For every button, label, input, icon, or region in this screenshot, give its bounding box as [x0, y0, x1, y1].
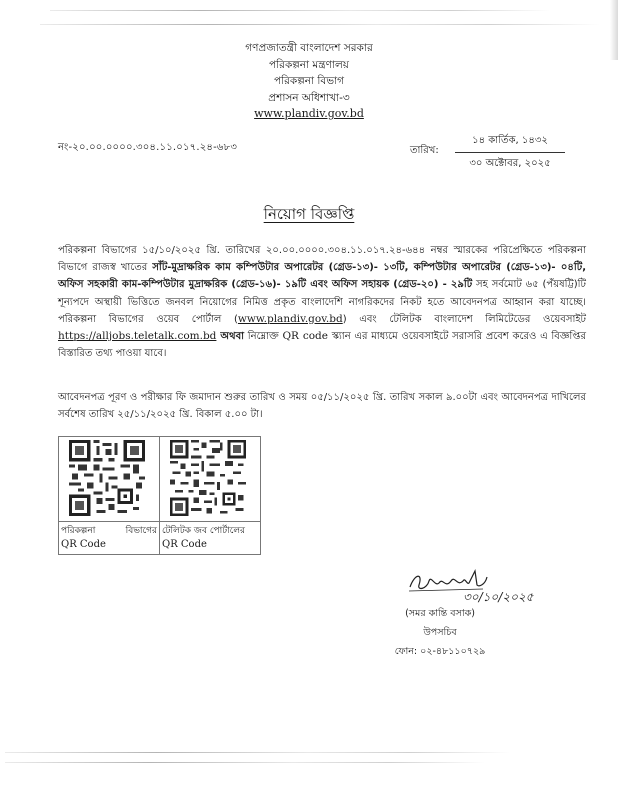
notice-title: নিয়োগ বিজ্ঞপ্তি	[263, 205, 355, 223]
branch-name: প্রশাসন অধিশাখা-৩	[268, 91, 350, 104]
memo-number: নং-২০.০০.০০০০.৩০৪.১১.০১৭.২৪-৬৮৩	[58, 142, 238, 153]
signatory-phone: ফোন: ০২-৪৮১১০৭২৯	[394, 646, 486, 657]
date-bangla: ১৪ কার্তিক, ১৪৩২	[455, 133, 565, 153]
notice-paragraph-1	[58, 242, 586, 362]
qr-code-table	[58, 436, 261, 555]
qr-caption-teletalk	[160, 522, 261, 555]
signed-date: ৩০/১০/২০২৫	[463, 590, 534, 604]
teletalk-link[interactable]: https://alljobs.teletalk.com.bd	[58, 330, 217, 343]
scan-artifact-bottom	[5, 752, 510, 753]
caption-text: টেলিটক জব পোর্টালের	[162, 526, 245, 536]
government-name: গণপ্রজাতন্ত্রী বাংলাদেশ সরকার	[245, 42, 373, 54]
positions-list: সাঁট-মুদ্রাক্ষরিক কাম কম্পিউটার অপারেটর (গ্রেড-১৩)- ১৩টি, কম্পিউটার অপারেটর (গ্রেড-১৩)- ০৪টি, অফিস সহকারী কাম-কম্পিউটার মুদ্রাক্ষরিক (গ্রেড-১৬)- ১৯টি এবং অফিস সহায়ক (গ্রেড-২০) - ২৯টি	[58, 262, 586, 291]
qr-code-icon	[67, 440, 147, 516]
date-label: তারিখ:	[410, 145, 439, 156]
scan-artifact-top	[40, 24, 600, 25]
caption-text: QR Code	[162, 539, 207, 550]
qr-caption-plandiv	[59, 522, 160, 555]
division-name: পরিকল্পনা বিভাগ	[274, 75, 344, 87]
scan-artifact-bottom	[5, 762, 485, 763]
ministry-name: পরিকল্পনা মন্ত্রণালয়	[269, 58, 349, 71]
signatory-designation: উপসচিব	[423, 627, 457, 638]
qr-code-text: QR code	[282, 330, 328, 343]
signatory-block	[360, 604, 520, 661]
signatory-name: (সমর কান্তি বসাক)	[405, 608, 475, 619]
or-text: অথবা	[216, 331, 245, 343]
qr-code-plandiv[interactable]	[59, 437, 160, 522]
signature-image	[405, 565, 575, 605]
caption-text: বিভাগের	[125, 526, 157, 536]
paragraph-text: নিম্নোক্ত	[244, 331, 283, 343]
date-block	[455, 133, 565, 173]
qr-code-icon	[168, 440, 248, 516]
scan-artifact-top	[50, 10, 550, 11]
caption-text: QR Code	[61, 539, 106, 550]
caption-text: পরিকল্পনা	[61, 526, 96, 536]
plandiv-link[interactable]: www.plandiv.gov.bd	[237, 312, 343, 325]
date-gregorian: ৩০ অক্টোবর, ২০২৫	[469, 158, 551, 169]
qr-code-teletalk[interactable]	[160, 437, 261, 522]
notice-paragraph-2: আবেদনপত্র পূরণ ও পরীক্ষার ফি জমাদান শুরুর তারিখ ও সময় ০৫/১১/২০২৫ খ্রি. তারিখ সকাল ৯.০০টা এবং আবেদনপত্র দাখিলের সর্বশেষ তারিখ ২৫/১১/২০২৫ খ্রি. বিকাল ৫.০০ টা।	[58, 392, 586, 421]
paragraph-text: স্ক্যান এর মাধ্যমে ওয়েবসাইটে সরাসরি প্রবেশ করেও এ বিজ্ঞপ্তির বিস্তারিত তথ্য পাওয়া যাবে।	[58, 331, 586, 360]
website-link[interactable]: www.plandiv.gov.bd	[254, 107, 364, 120]
letterhead	[0, 40, 618, 123]
paragraph-text: পরিকল্পনা বিভাগের ১৫/১০/২০২৫ খ্রি. তারিখের ২০.০০.০০০০.৩০৪.১১.০১৭.২৪-৬৪৪ নম্বর স্মারকের পরিপ্রেক্ষিতে পরিকল্পনা বিভাগে রাজস্ব খাতের	[58, 245, 586, 274]
paragraph-text: সহ সর্বমোট ৬৫ (পঁয়ষট্টি)টি শূন্যপদে অস্থায়ী ভিত্তিতে জনবল নিয়োগের নিমিত্ত প্রকৃত বাংলাদেশি নাগরিকদের নিকট হতে আবেদনপত্র আহ্বান করা যাচ্ছে। পরিকল্পনা বিভাগের ওয়েব পোর্টাল (	[58, 279, 586, 325]
paragraph-text: ) এবং টেলিটক বাংলাদেশ লিমিটেডের ওয়েবসাইট	[342, 313, 587, 325]
